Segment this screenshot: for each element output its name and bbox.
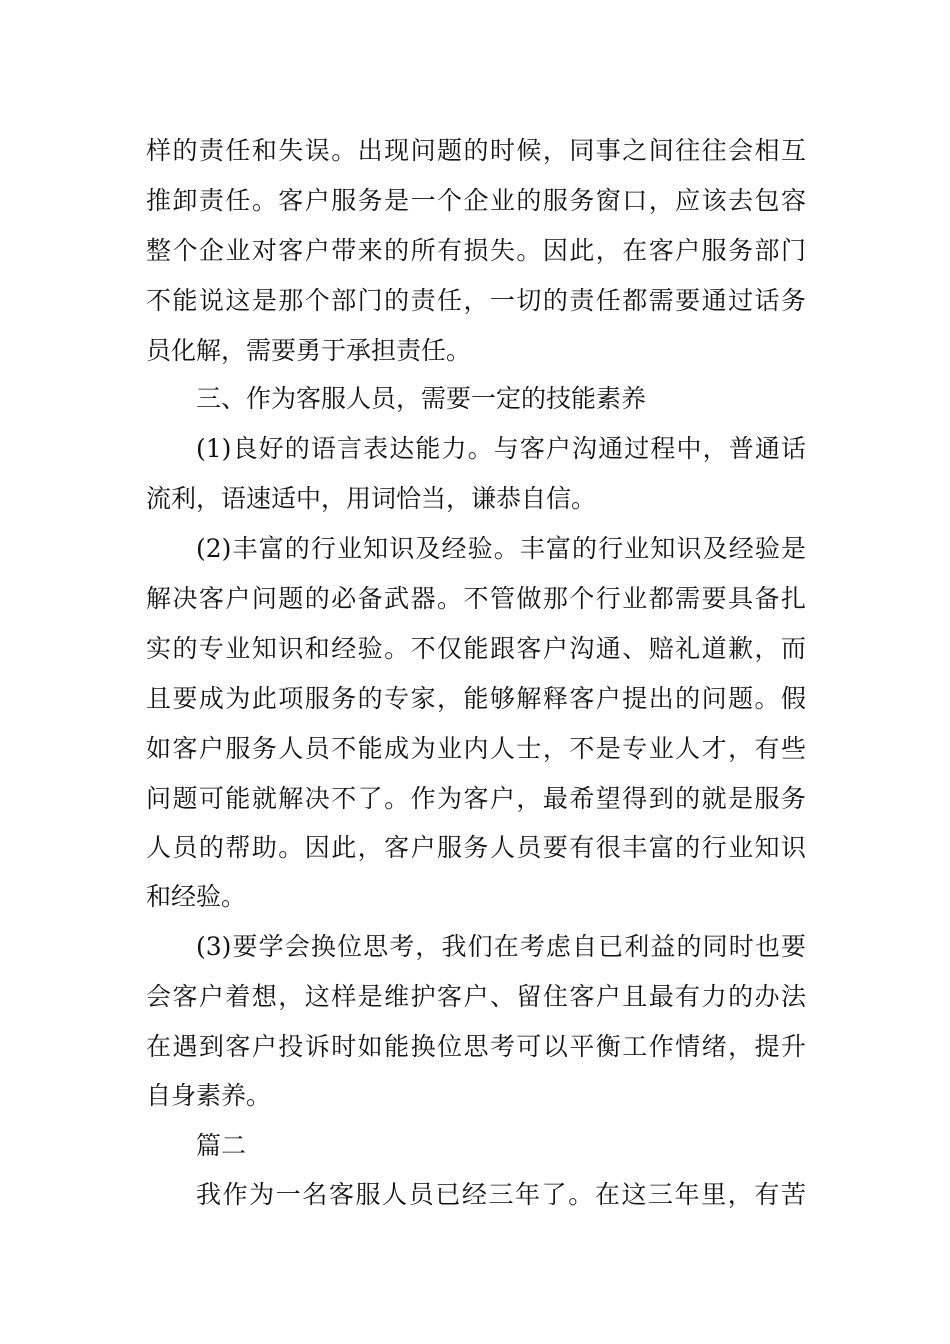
- text-line: 和经验。: [146, 882, 247, 911]
- text-line: 人员的帮助。因此，客户服务人员要有很丰富的行业知识: [146, 833, 806, 862]
- section-heading: 篇二: [196, 1131, 247, 1160]
- text-line: 如客户服务人员不能成为业内人士，不是专业人才，有些: [146, 734, 806, 763]
- text-line: 样的责任和失误。出现问题的时候，同事之间往往会相互: [146, 136, 806, 165]
- text-line: 我作为一名客服人员已经三年了。在这三年里，有苦: [196, 1180, 806, 1209]
- text-line: 实的专业知识和经验。不仅能跟客户沟通、赔礼道歉，而: [146, 634, 806, 663]
- text-line: 流利，语速适中，用词恰当，谦恭自信。: [146, 484, 597, 513]
- text-line: (1)良好的语言表达能力。与客户沟通过程中，普通话: [196, 434, 806, 463]
- text-line: (3)要学会换位思考，我们在考虑自已利益的同时也要: [196, 932, 806, 961]
- section-heading: 三、作为客服人员，需要一定的技能素养: [196, 384, 647, 413]
- text-line: 解决客户问题的必备武器。不管做那个行业都需要具备扎: [146, 584, 806, 613]
- text-line: 推卸责任。客户服务是一个企业的服务窗口，应该去包容: [146, 186, 806, 215]
- text-line: 不能说这是那个部门的责任，一切的责任都需要通过话务: [146, 286, 806, 315]
- text-line: 在遇到客户投诉时如能换位思考可以平衡工作情绪，提升: [146, 1032, 806, 1061]
- text-line: 会客户着想，这样是维护客户、留住客户且最有力的办法: [146, 982, 806, 1011]
- text-line: 且要成为此项服务的专家，能够解释客户提出的问题。假: [146, 684, 806, 713]
- text-line: 员化解，需要勇于承担责任。: [146, 336, 472, 365]
- text-line: 自身素养。: [146, 1081, 272, 1110]
- text-line: (2)丰富的行业知识及经验。丰富的行业知识及经验是: [196, 534, 806, 563]
- text-line: 问题可能就解决不了。作为客户，最希望得到的就是服务: [146, 784, 806, 813]
- text-line: 整个企业对客户带来的所有损失。因此，在客户服务部门: [146, 236, 806, 265]
